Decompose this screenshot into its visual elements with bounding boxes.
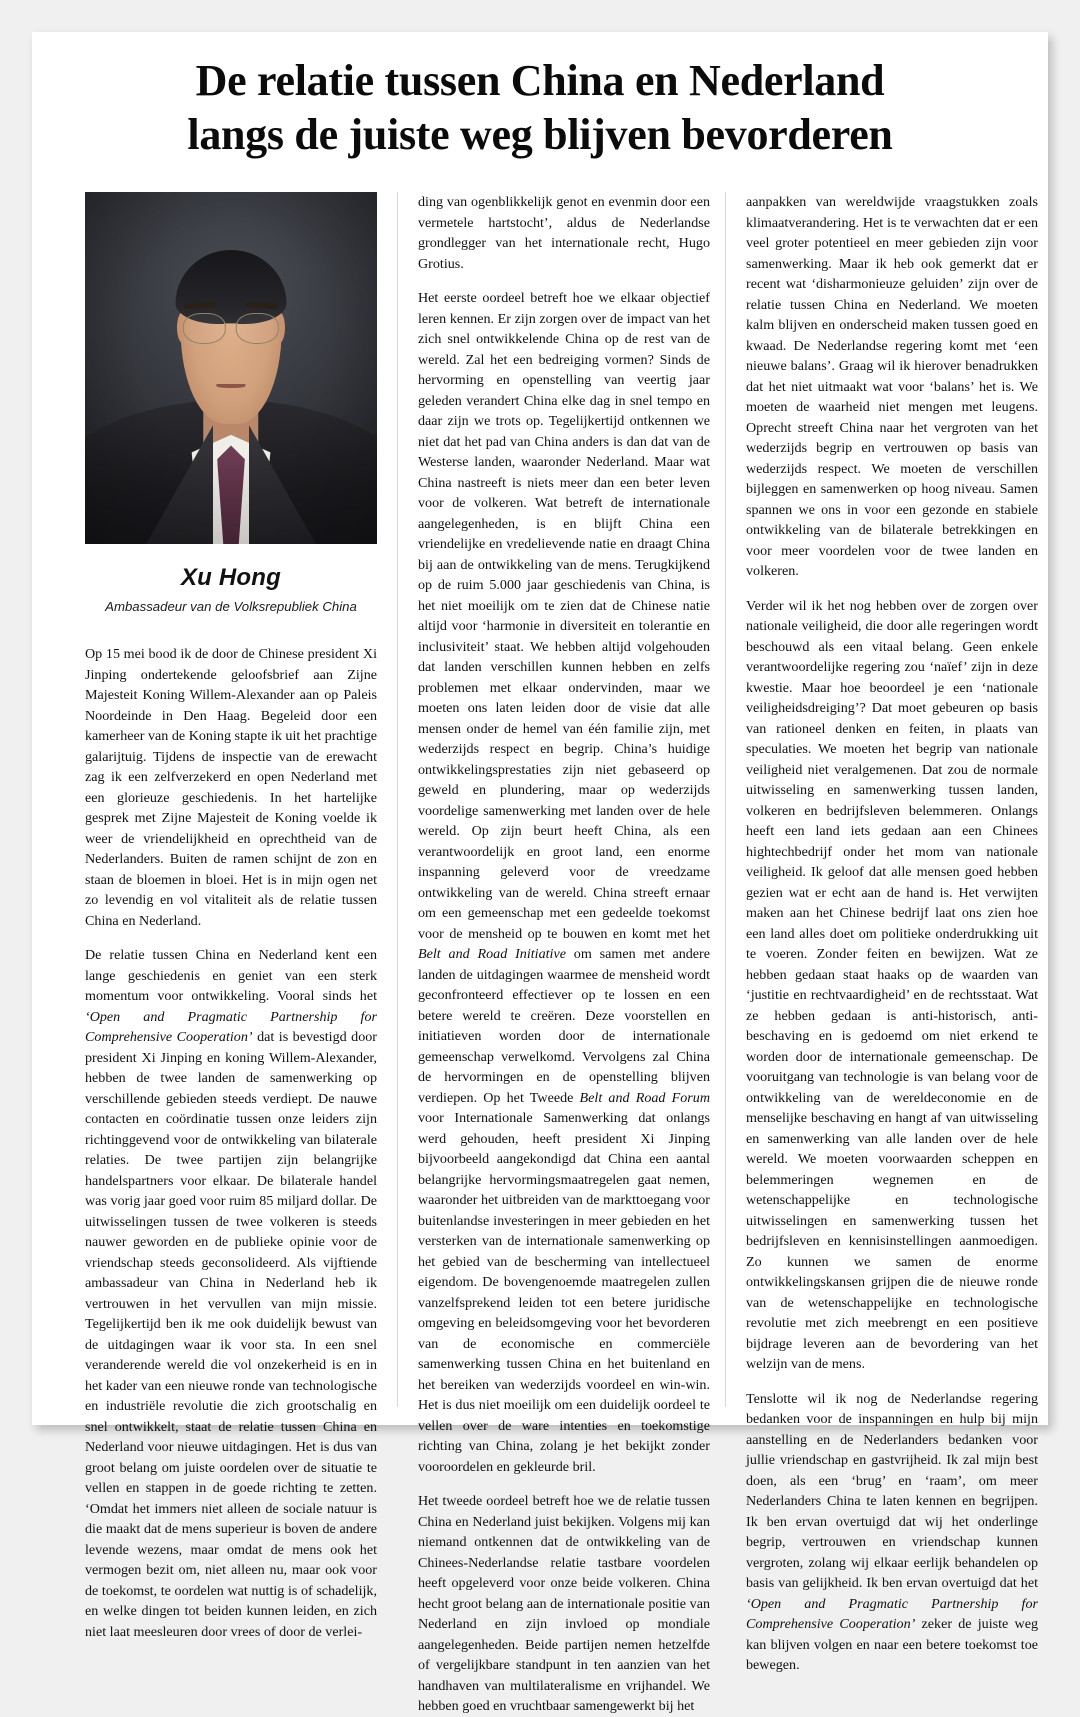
italic-term: Belt and Road Initiative xyxy=(418,946,566,962)
photo-vignette xyxy=(85,192,377,544)
paragraph xyxy=(85,945,377,1642)
text-run: Het eerste oordeel betreft hoe we elkaar objectief leren kennen. Er zijn zorgen over de impact van het zich snel ontwikkelende China op de rest van de wereld. Zal het een bedreiging vormen? Sinds de hervorming en openstelling van veertig jaar geleden verandert China elke dag in snel tempo en daar zijn we trots op. Tegelijkertijd ontkennen we niet dat het pad van China anders is dan dat van de Westerse landen, waaronder Nederland. Maar wat China nastreeft is niets meer dan een beter leven voor de volkeren. Wat betreft de internationale aangelegenheden, is en blijft China een vriendelijke en vredelievende natie en draagt China bij aan de ontwikkeling van de mens. Terugkijkend op de ruim 5.000 jaar geschiedenis van China, is het niet moeilijk om te zien dat de Chinese natie altijd voor ‘harmonie in diversiteit en tolerantie en inclusiviteit’ staat. We hebben altijd volgehouden dat landen verschillen kunnen hebben en zelfs problemen met elkaar ondervinden, maar we moeten ons laten leiden door de visie dat alle mensen onder de hemel van één familie zijn, met wederzijds respect en begrip. China’s huidige ontwikkelingsprestaties zijn niet gebaseerd op geweld en plundering, maar op wederzijds voordelige samenwerking met landen over de hele wereld. Op zijn beurt heeft China, als een verantwoordelijk en groot land, een enorme inspanning geleverd voor de vreedzame ontwikkeling van de wereld. China streeft ernaar om een gemeenschap met een gedeelde toekomst voor de mensheid op te bouwen en komt met het xyxy=(418,290,710,942)
column-divider-2 xyxy=(725,192,726,1407)
paragraph: aanpakken van wereldwijde vraagstukken zoals klimaatverandering. Het is te verwachten dat er een veel groter potentieel en meer gebieden zijn voor samenwerking. Maar ik heb ook gemerkt dat er recent wat ‘disharmonieuze geluiden’ zijn over de relatie tussen China en Nederland. We moeten kalm blijven en onderscheid maken tussen goed en kwaad. De Nederlandse regering komt met ‘een nieuwe balans’. Graag wil ik hierover benadrukken dat het niet uitmaakt wat voor ‘balans’ het is. We moeten de waarheid niet mengen met leugens. Oprecht streeft China naar het vergroten van het wederzijds begrip en vertrouwen op basis van wederzijds respect. We moeten de verschillen bijleggen en samenwerken op hoog niveau. Samen spannen we ons in voor een gezonde en stabiele ontwikkeling van de bilaterale betrekkingen en voor meer voordelen voor de twee landen en volkeren. xyxy=(746,194,1038,579)
italic-term: ‘Open and Pragmatic Partnership for Comprehensive Cooperation’ xyxy=(85,1008,377,1045)
column-1-text xyxy=(85,644,377,1642)
column-2-text xyxy=(418,192,710,1717)
headline-line-2: langs de juiste weg blijven bevorderen xyxy=(187,109,893,159)
headline-line-1: De relatie tussen China en Nederland xyxy=(195,56,885,105)
text-run: om samen met andere landen de uitdagingen waarmee de mensheid wordt geconfronteerd effectiever op te lossen en een betere wereld te creëren. Deze voorstellen en initiatieven worden door de internationale gemeenschap verwelkomd. Vervolgens zal China de hervormingen en de openstelling blijven verdiepen. Op het Tweede xyxy=(418,946,710,1106)
text-run: voor Internationale Samenwerking dat onlangs werd gehouden, heeft president Xi Jinping bijvoorbeeld aangekondigd dat China een aantal belangrijke hervormingsmaatregelen gaat nemen, waaronder het uitbreiden van de markttoegang voor buitenlandse investeringen in meer gebieden en het versterken van de internationale samenwerking op het gebied van de bescherming van intellectueel eigendom. De bovengenoemde maatregelen zullen vanzelfsprekend leiden tot een betere juridische omgeving en beleidsomgeving voor het bevorderen van de economische en commerciële samenwerking tussen China en het buitenland en het bereiken van wederzijds voordeel en win-win. Het is dus niet moeilijk om een duidelijk oordeel te vellen over de ware intenties en toekomstige richting van China, zolang je het bekijkt zonder vooroordelen en gekleurde bril. xyxy=(418,1110,710,1475)
column-3 xyxy=(746,192,1038,1673)
author-portrait-photo xyxy=(85,192,377,544)
article-body xyxy=(85,192,1043,1714)
text-run: zeker de juiste weg kan blijven volgen en naar een betere toekomst toe bewegen. xyxy=(746,1616,1038,1673)
paragraph: ding van ogenblikkelijk genot en evenmin door een vermetele hartstocht’, aldus de Nederlandse grondlegger van het internationale recht, Hugo Grotius. xyxy=(418,194,710,272)
column-divider-1 xyxy=(397,192,398,1407)
text-run: dat is bevestigd door president Xi Jinping en koning Willem-Alexander, hebben de twee landen de samenwerking op verschillende gebieden steeds verdiept. De nauwe contacten en coördinatie tussen onze leiders zijn richtinggevend voor de ontwikkeling van bilaterale relaties. De twee partijen zijn belangrijke handelspartners voor elkaar. De bilaterale handel was vorig jaar goed voor ruim 85 miljard dollar. De uitwisselingen tussen de twee volkeren is steeds nauwer geworden en de publieke opinie voor de vriendschap steeds geconsolideerd. Als vijftiende ambassadeur van China in Nederland heb ik vertrouwen in het vervullen van mijn missie. Tegelijkertijd ben ik me ook duidelijk bewust van de uitdagingen waar ik voor sta. In een snel veranderende wereld die vol onzekerheid is en in het kader van een nieuwe ronde van technologische en industriële revolutie die zich grootschalig en snel ontwikkelt, staat de relatie tussen China en Nederland voor nieuwe uitdagingen. Het is dus van groot belang om juiste oordelen over de situatie te vellen en stappen in de goede richting te zetten. ‘Omdat het immers niet alleen de sociale natuur is die maakt dat de mens superieur is boven de andere levende wezens, maar omdat de mens ook het vermogen bezit om, niet alleen nu, maar ook voor de toekomst, te oordelen wat nuttig is of schadelijk, en welke dingen tot beiden kunnen leiden, en zich niet laat meesleuren door vrees of door de verlei- xyxy=(85,1029,378,1640)
italic-term: Belt and Road Forum xyxy=(579,1089,710,1106)
text-run: Tenslotte wil ik nog de Nederlandse regering bedanken voor de inspanningen en hulp bij mijn aanstelling en de Nederlanders bedanken voor jullie vriendschap en gastvrijheid. Ik zal mijn best doen, als een ‘brug’ en ‘raam’, om meer Nederlanders China te laten kennen en begrijpen. Ik ben ervan overtuigd dat wij het onderlinge begrip, vertrouwen en vriendschap kunnen vergroten, zolang wij elkaar eerlijk behandelen op basis van gelijkheid. Ik ben ervan overtuigd dat het xyxy=(746,1390,1038,1591)
text-run: De relatie tussen China en Nederland kent een lange geschiedenis en geniet van een sterk momentum voor ontwikkeling. Vooral sinds het xyxy=(85,947,377,1004)
paragraph: Verder wil ik het nog hebben over de zorgen over nationale veiligheid, die door alle regeringen wordt beschouwd als een vitaal belang. Geen enkele verantwoordelijke regering zou ‘naïef’ zijn in deze kwestie. Maar hoe beoordeel je een ‘nationale veiligheidsdreiging’? Dat moet gebeuren op basis van rationeel denken en feiten, in plaats van speculaties. We moeten het begrip van nationale veiligheid niet veralgemenen. Dat zou de normale uitwisseling en samenwerking tussen landen, volkeren en bedrijfsleven belemmeren. Onlangs heeft een land iets gedaan aan een Chinees hightechbedrijf onder het mom van nationale veiligheid. Ik geloof dat alle mensen goed hebben gezien wat er echt aan de hand is. Het verwijten maken aan het Chinese bedrijf laat ons zien hoe een land alles doet om politieke onderdrukking uit te voeren. Zonder feiten en bewijzen. Wat ze hebben gedaan staat haaks op de waarden van ‘justitie en rechtvaardigheid’ en de rechtsstaat. Wat ze hebben gedaan is anti-historisch, anti-beschaving en is gedoemd om niet erkend te worden door de internationale gemeenschap. De vooruitgang van technologie is van belang voor de ontwikkeling van de wereldeconomie en de menselijke beschaving en hangt af van uitwisseling en samenwerking van alle landen over de hele wereld. We moeten voorwaarden scheppen en belemmeringen wegnemen en de wetenschappelijke en technologische uitwisselingen en samenwerking tussen het bedrijfsleven en kennisinstellingen aanmoedigen. Zo kunnen we samen de enorme ontwikkelingskansen grijpen die de nieuwe ronde van de wetenschappelijke en technologische revolutie met zich meebrengt en een positieve bijdrage leveren aan de bevordering van het welzijn van de mens. xyxy=(746,597,1038,1372)
column-2 xyxy=(418,192,710,1714)
column-3-text xyxy=(746,192,1038,1676)
paragraph: Het tweede oordeel betreft hoe we de relatie tussen China en Nederland juist bekijken. Volgens mij kan niemand ontkennen dat de ontwikkeling van de Chinees-Nederlandse relatie tastbare voordelen heeft opgeleverd voor onze beide volkeren. China hecht groot belang aan de internationale positie van Nederland en zijn invloed op mondiale aangelegenheden. Beide partijen nemen hetzelfde of vergelijkbare standpunt in ten aanzien van het handhaven van multilateralisme en vrijhandel. We hebben goed en vruchtbaar samengewerkt bij het xyxy=(418,1493,710,1714)
column-1 xyxy=(85,192,378,1640)
paragraph xyxy=(746,1389,1038,1676)
paragraph: Op 15 mei bood ik de door de Chinese president Xi Jinping ondertekende geloofsbrief aan Zijne Majesteit Koning Willem-Alexander aan op Paleis Noordeinde in Den Haag. Begeleid door een kamerheer van de Koning stapte ik uit het prachtige galarijtuig. Tijdens de inspectie van de erewacht zag ik een zelfverzekerd en open Nederland met een glorieuze geschiedenis. In het hartelijke gesprek met Zijne Majesteit de Koning voelde ik weer de vriendelijkheid en oprechtheid van de Nederlanders. Buiten de ramen schijnt de zon en staan de bloemen in bloei. Het is in mijn ogen net zo levendig en vol vitaliteit als de relatie tussen China en Nederland. xyxy=(85,646,377,929)
page-title xyxy=(32,32,1048,161)
article-page xyxy=(32,32,1048,1714)
italic-term: ‘Open and Pragmatic Partnership for Comprehensive Cooperation’ xyxy=(746,1595,1038,1632)
author-role: Ambassadeur van de Volksrepubliek China xyxy=(105,599,357,614)
paragraph xyxy=(418,288,710,1477)
author-name: Xu Hong xyxy=(180,564,282,591)
